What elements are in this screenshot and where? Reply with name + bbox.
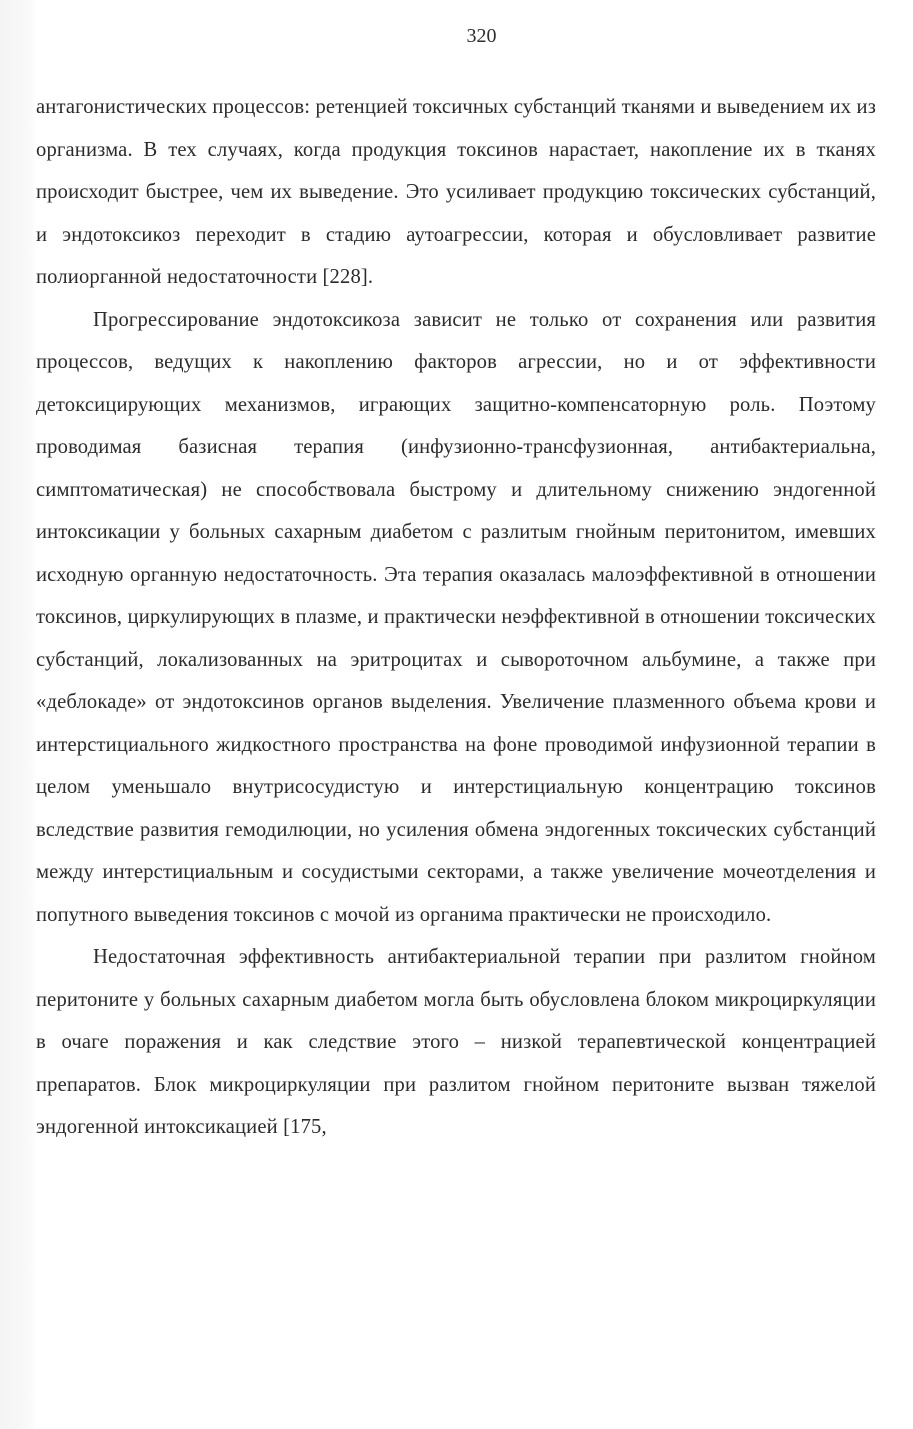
paragraph-2: Прогрессирование эндотоксикоза зависит не только от сохранения или развития процессов, ведущих к накоплению факторов агрессии, но и от эффективности детоксицирующих механизмов, играющих защитно-компенсаторную роль. Поэтому проводимая базисная терапия (инфузионно-трансфузионная, антибактериальна, симптоматическая) не способствовала быстрому и длительному снижению эндогенной интоксикации у больных сахарным диабетом с разлитым гнойным перитонитом, имевших исходную органную недостаточность. Эта терапия оказалась малоэффективной в отношении токсинов, циркулирующих в плазме, и практически неэффективной в отношении токсических субстанций, локализованных на эритроцитах и сывороточном альбумине, а также при «деблокаде» от эндотоксинов органов выделения. Увеличение плазменного объема крови и интерстициального жидкостного пространства на фоне проводимой инфузионной терапии в целом уменьшало внутрисосудистую и интерстициальную концентрацию токсинов вследствие развития гемодилюции, но усиления обмена эндогенных токсических субстанций между интерстициальным и сосудистыми секторами, а также увеличение мочеотделения и попутного выведения токсинов с мочой из органима практически не происходило. [36, 308, 876, 926]
page-number: 320 [466, 25, 497, 47]
paragraph-3: Недостаточная эффективность антибактериальной терапии при разлитом гнойном перитоните у больных сахарным диабетом могла быть обусловлена блоком микроциркуляции в очаге поражения и как следствие этого – низкой терапевтической концентрацией препаратов. Блок микроциркуляции при разлитом гнойном перитоните вызван тяжелой эндогенной интоксикацией [175, [36, 946, 876, 1138]
paragraph-1: антагонистических процессов: ретенцией токсичных субстанций тканями и выведением их из организма. В тех случаях, когда продукция токсинов нарастает, накопление их в тканях происходит быстрее, чем их выведение. Это усиливает продукцию токсических субстанций, и эндотоксикоз переходит в стадию аутоагрессии, которая и обусловливает развитие полиорганной недостаточности [228]. [36, 96, 876, 288]
document-body [36, 86, 876, 1149]
scan-edge-shadow [0, 0, 34, 1429]
